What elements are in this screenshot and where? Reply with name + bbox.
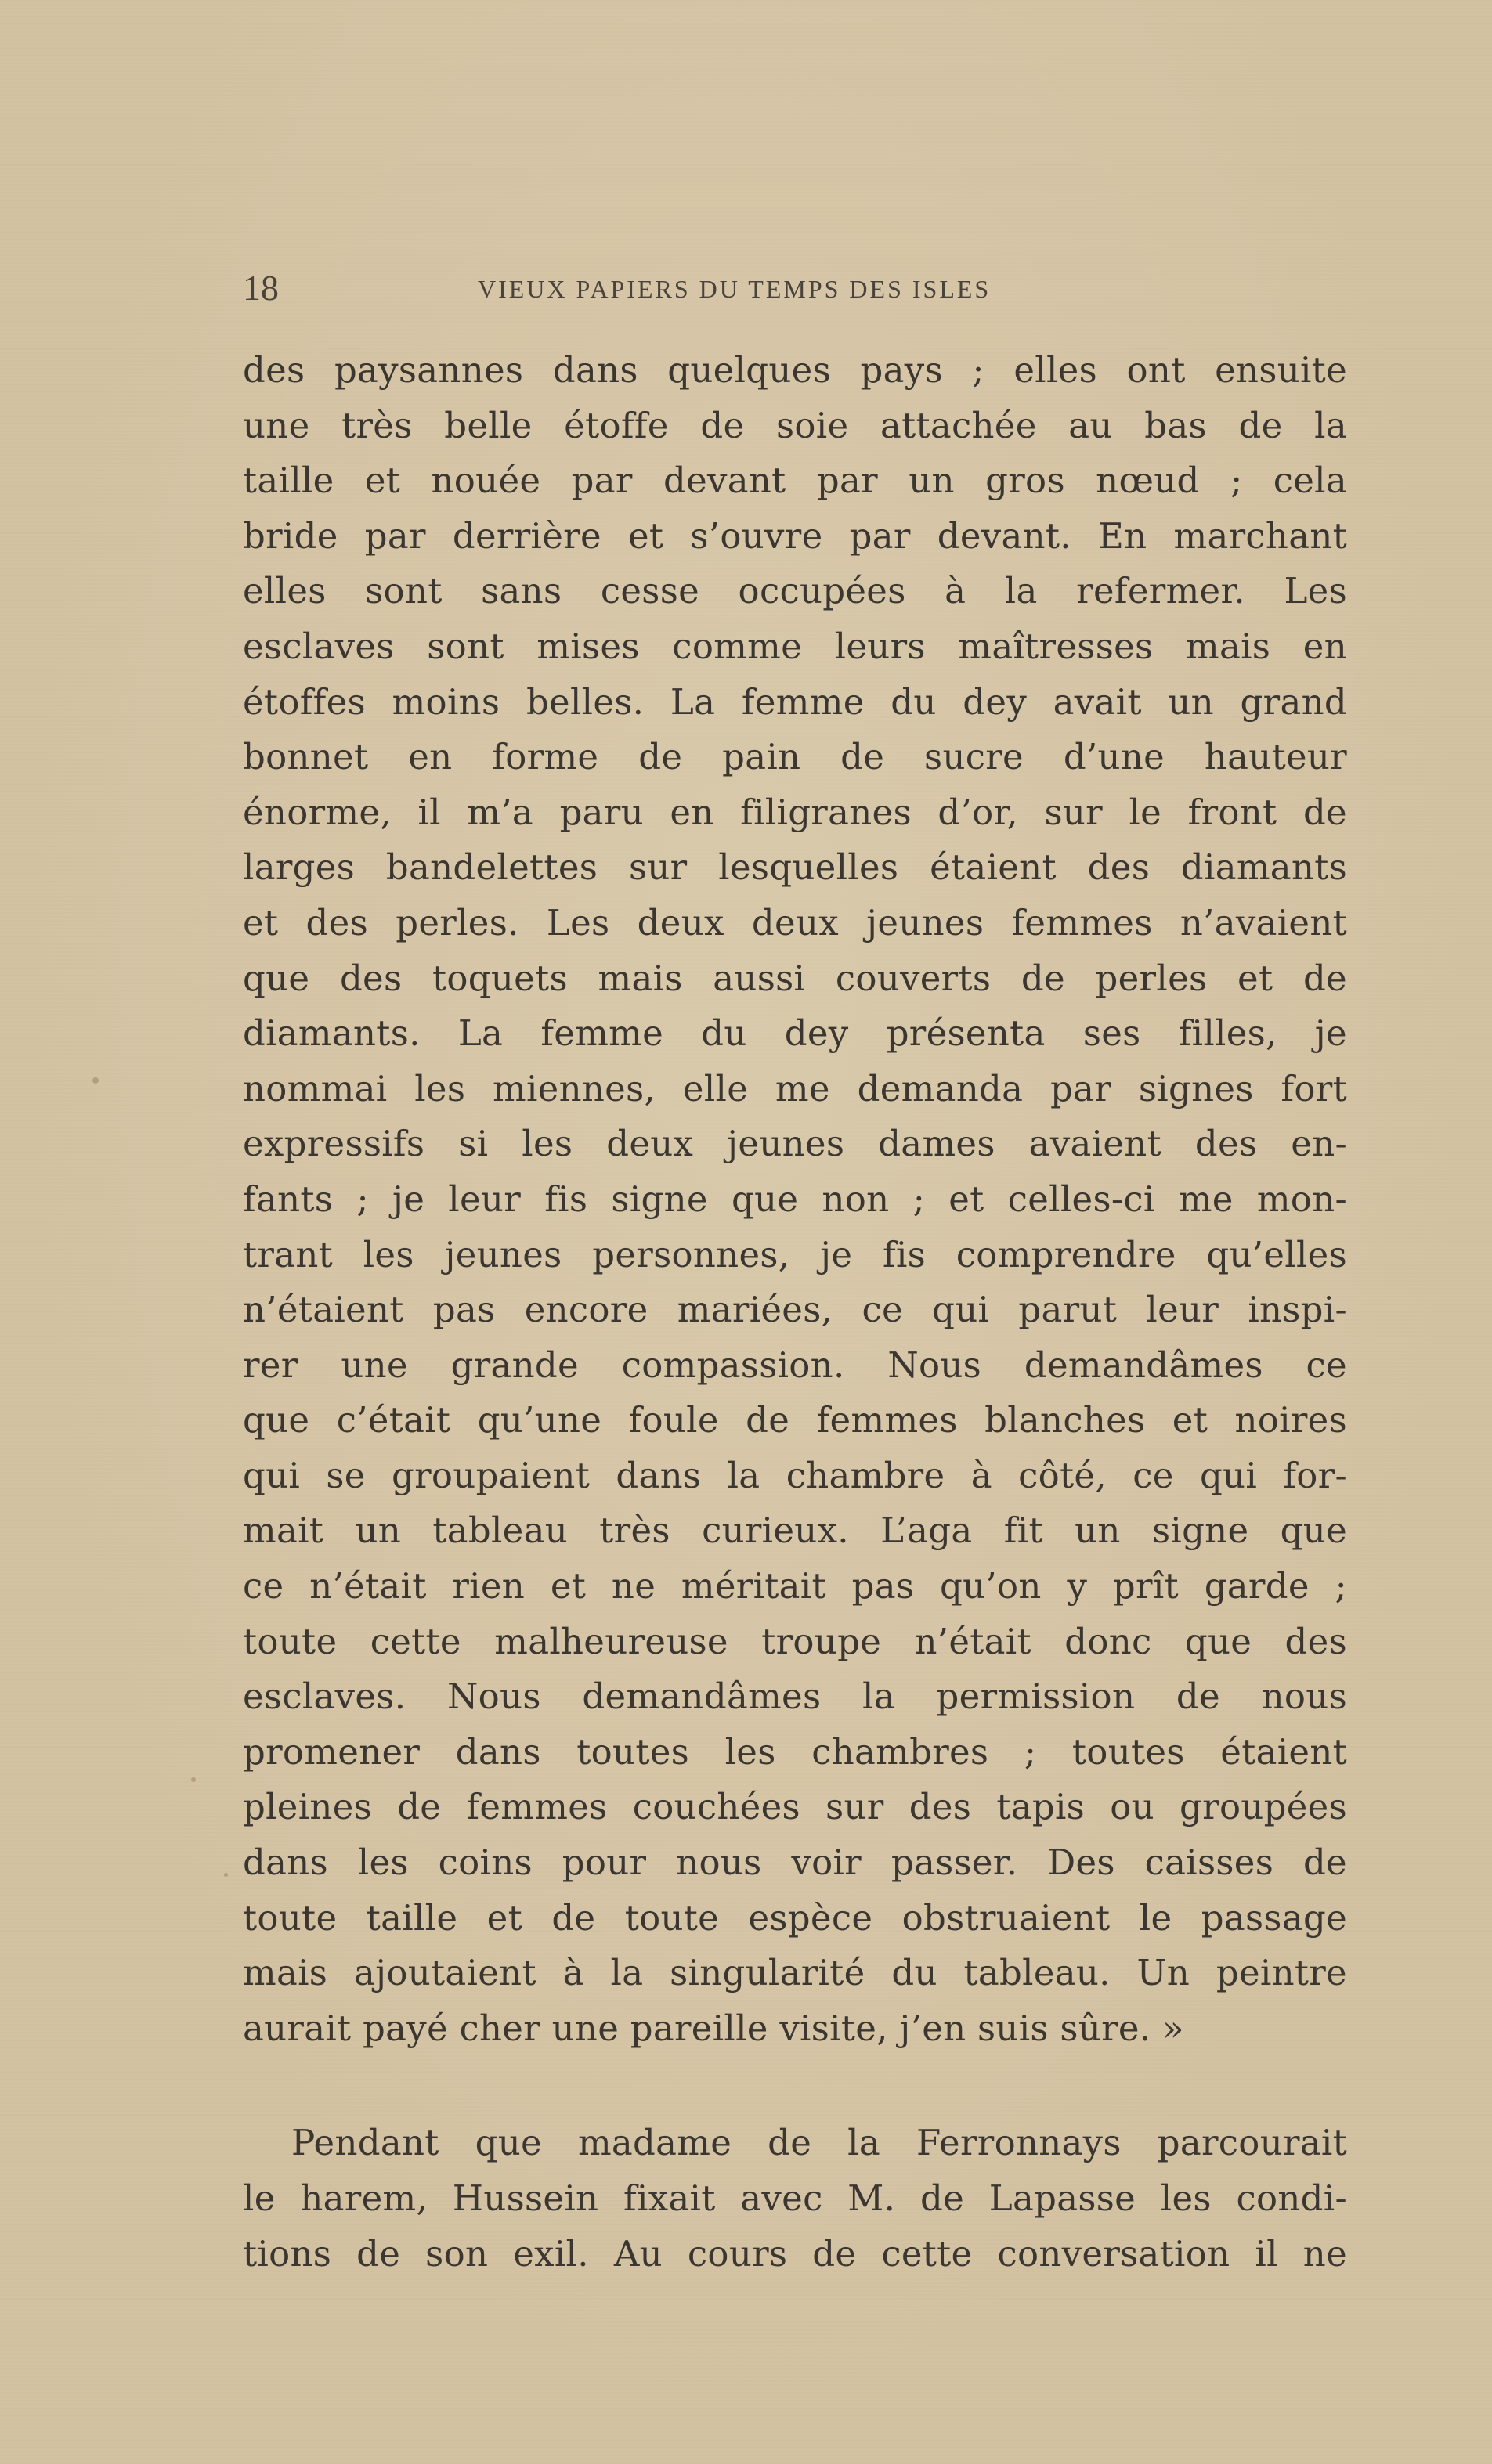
page-number: 18 bbox=[243, 268, 279, 308]
text-line: tions de son exil. Au cours de cette conversation il ne bbox=[243, 2232, 1347, 2275]
text-line: le harem, Hussein fixait avec M. de Lapasse les condi- bbox=[243, 2177, 1347, 2219]
text-line: qui se groupaient dans la chambre à côté, ce qui for- bbox=[243, 1454, 1347, 1496]
text-line: expressifs si les deux jeunes dames avaient des en- bbox=[243, 1123, 1347, 1165]
text-line: et des perles. Les deux deux jeunes femmes n’avaient bbox=[243, 901, 1347, 943]
text-line: que c’était qu’une foule de femmes blanches et noires bbox=[243, 1399, 1347, 1441]
text-line: nommai les miennes, elle me demanda par signes fort bbox=[243, 1067, 1347, 1109]
text-line: trant les jeunes personnes, je fis comprendre qu’elles bbox=[243, 1233, 1347, 1275]
text-line: des paysannes dans quelques pays ; elles ont ensuite bbox=[243, 349, 1347, 391]
paper-speck bbox=[224, 1873, 228, 1877]
text-line: toute taille et de toute espèce obstruaient le passage bbox=[243, 1896, 1347, 1939]
paragraph-gap bbox=[243, 2056, 1347, 2116]
text-line: esclaves sont mises comme leurs maîtresses mais en bbox=[243, 625, 1347, 667]
text-line: elles sont sans cesse occupées à la refermer. Les bbox=[243, 570, 1347, 612]
body-text bbox=[243, 343, 1347, 2282]
running-head bbox=[243, 265, 1347, 312]
text-line: que des toquets mais aussi couverts de perles et de bbox=[243, 957, 1347, 999]
text-line: promener dans toutes les chambres ; toutes étaient bbox=[243, 1730, 1347, 1773]
text-line: pleines de femmes couchées sur des tapis ou groupées bbox=[243, 1786, 1347, 1828]
text-line: ce n’était rien et ne méritait pas qu’on y prît garde ; bbox=[243, 1565, 1347, 1607]
text-line: toute cette malheureuse troupe n’était donc que des bbox=[243, 1620, 1347, 1662]
text-line: une très belle étoffe de soie attachée au bas de la bbox=[243, 404, 1347, 446]
running-title: VIEUX PAPIERS DU TEMPS DES ISLES bbox=[478, 275, 992, 303]
text-line: étoffes moins belles. La femme du dey avait un grand bbox=[243, 680, 1347, 723]
paragraph-1 bbox=[243, 343, 1347, 2056]
text-line: diamants. La femme du dey présenta ses filles, je bbox=[243, 1012, 1347, 1055]
text-line: rer une grande compassion. Nous demandâmes ce bbox=[243, 1344, 1347, 1386]
text-line: fants ; je leur fis signe que non ; et celles-ci me mon- bbox=[243, 1178, 1347, 1220]
text-line: énorme, il m’a paru en filigranes d’or, sur le front de bbox=[243, 791, 1347, 833]
text-line: aurait payé cher une pareille visite, j’en suis sûre. » bbox=[243, 2007, 1184, 2049]
text-line: taille et nouée par devant par un gros nœud ; cela bbox=[243, 460, 1347, 502]
text-line: mais ajoutaient à la singularité du tableau. Un peintre bbox=[243, 1952, 1347, 1994]
text-line: mait un tableau très curieux. L’aga fit un signe que bbox=[243, 1510, 1347, 1552]
text-line: bride par derrière et s’ouvre par devant. En marchant bbox=[243, 514, 1347, 557]
text-line: esclaves. Nous demandâmes la permission de nous bbox=[243, 1676, 1347, 1718]
text-line: dans les coins pour nous voir passer. Des caisses de bbox=[243, 1842, 1347, 1884]
paper-speck bbox=[92, 1077, 99, 1084]
text-line: bonnet en forme de pain de sucre d’une hauteur bbox=[243, 736, 1347, 778]
paper-speck bbox=[191, 1777, 196, 1782]
paragraph-2 bbox=[243, 2116, 1347, 2282]
text-line: n’étaient pas encore mariées, ce qui parut leur inspi- bbox=[243, 1289, 1347, 1331]
text-line: larges bandelettes sur lesquelles étaient des diamants bbox=[243, 846, 1347, 889]
text-line: Pendant que madame de la Ferronnays parcourait bbox=[291, 2122, 1347, 2164]
